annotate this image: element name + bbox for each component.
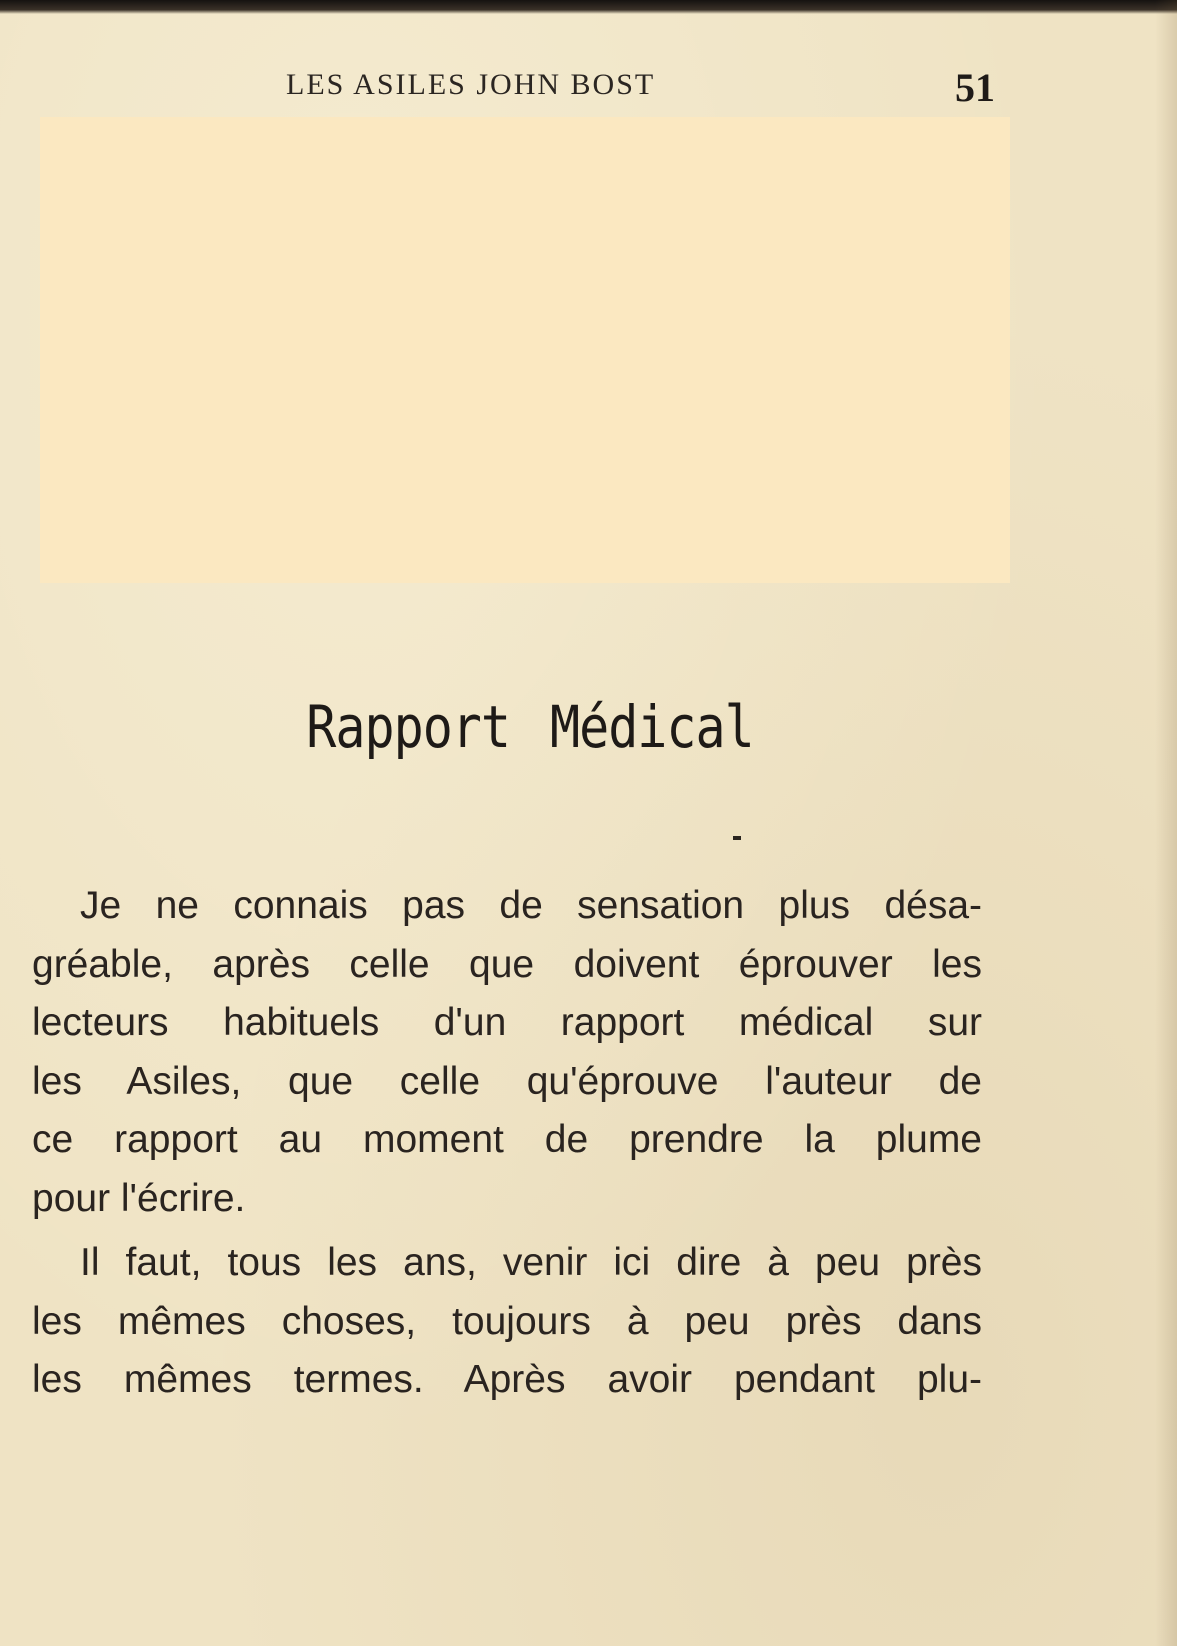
text-line: les Asiles, que celle qu'éprouve l'auteur de [32,1059,982,1103]
running-header-title: LES ASILES JOHN BOST [286,68,656,101]
text-line: Il faut, tous les ans, venir ici dire à peu près [80,1241,982,1284]
separator-mark [733,836,741,840]
text-line: ce rapport au moment de prendre la plume [32,1118,982,1161]
text-line: les mêmes choses, toujours à peu près dans [32,1299,982,1343]
page-gutter-shadow [1155,0,1177,1646]
text-line: lecteurs habituels d'un rapport médical sur [32,1001,982,1044]
section-title-word-1: Rapport [306,694,510,761]
scan-top-edge [0,0,1177,14]
text-line: pour l'écrire. [32,1176,246,1220]
blank-area [40,117,1010,583]
paragraph-2 [32,1234,982,1410]
text-line: gréable, après celle que doivent éprouver les [32,942,982,986]
page-number: 51 [955,65,995,110]
section-title-word-2: Médical [550,694,754,761]
section-title [0,694,1060,761]
body-text [32,877,982,1410]
text-line: Je ne connais pas de sensation plus désa- [80,884,982,927]
paragraph-1 [32,877,982,1228]
text-line: les mêmes termes. Après avoir pendant plu- [32,1358,982,1401]
